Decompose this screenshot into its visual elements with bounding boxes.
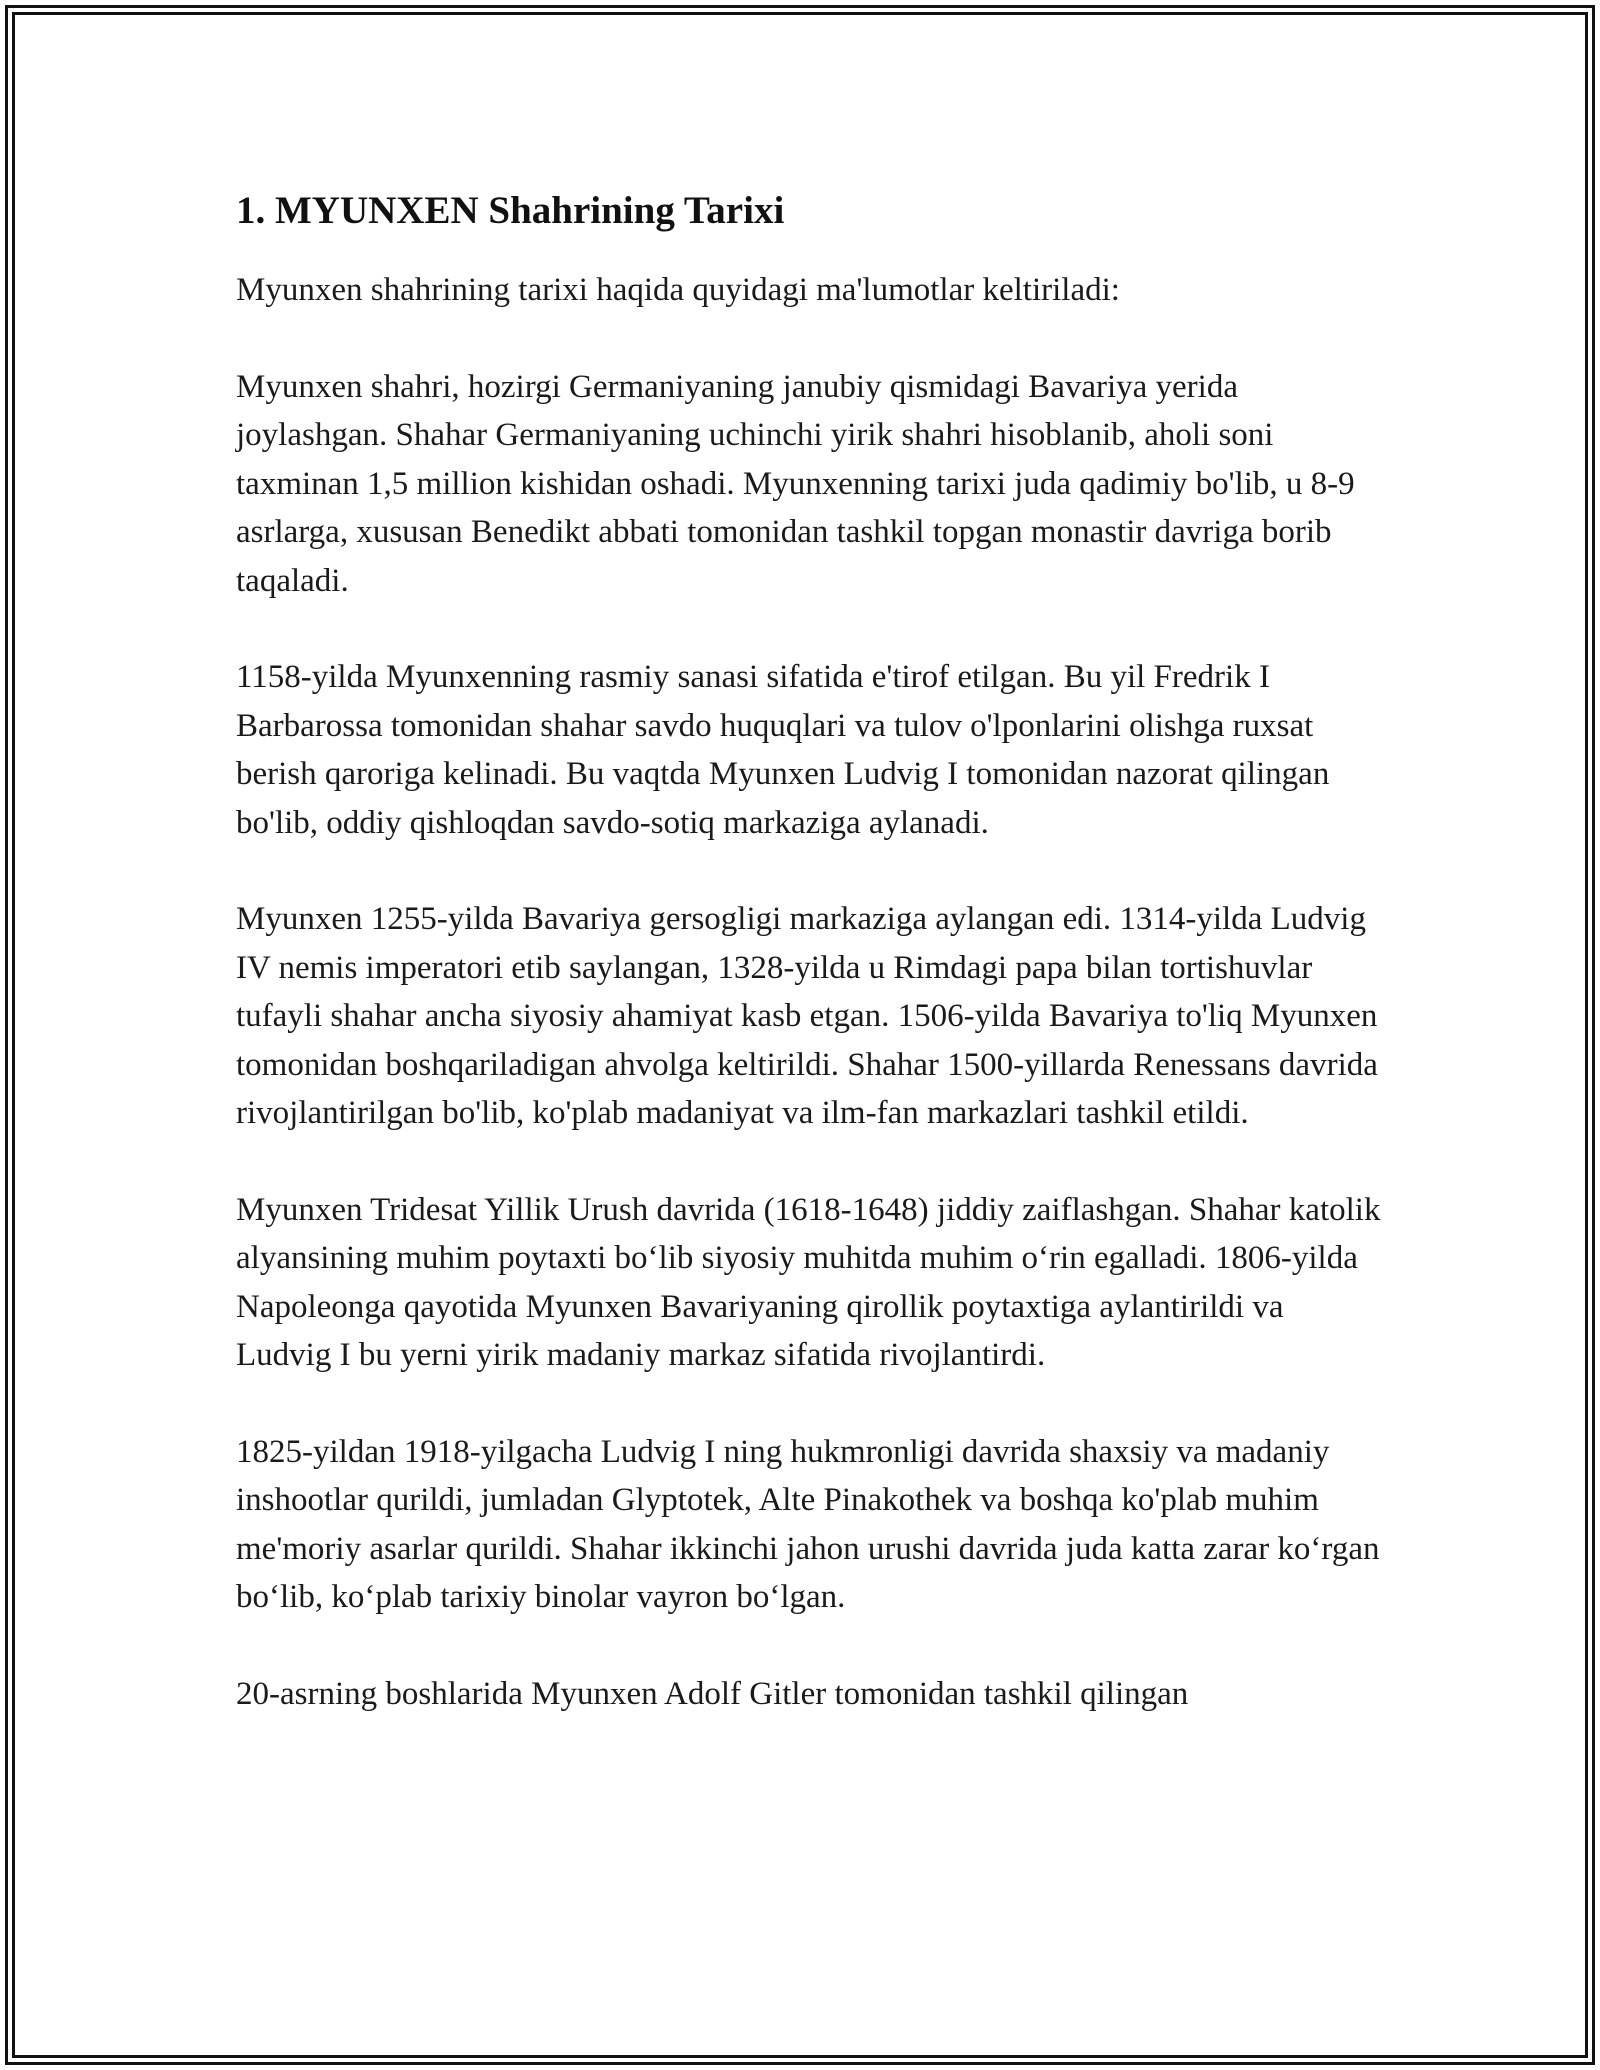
- paragraph-1255: Myunxen 1255-yilda Bavariya gersogligi markaziga aylangan edi. 1314-yilda Ludvig IV nemis imperatori etib saylangan, 1328-yilda u Rimdagi papa bilan tortishuvlar tufayli shahar ancha siyosiy ahamiyat kasb etgan. 1506-yilda Bavariya to'liq Myunxen tomonidan boshqariladigan ahvolga keltirildi. Shahar 1500-yillarda Renessans davrida rivojlantirilgan bo'lib, ko'plab madaniyat va ilm-fan markazlari tashkil etildi.: [236, 901, 1378, 1131]
- paragraph-1158: 1158-yilda Myunxenning rasmiy sanasi sifatida e'tirof etilgan. Bu yil Fredrik I Barbarossa tomonidan shahar savdo huquqlari va tulov o'lponlarini olishga ruxsat berish qaroriga kelinadi. Bu vaqtda Myunxen Ludvig I tomonidan nazorat qilingan bo'lib, oddiy qishloqdan savdo-sotiq markaziga aylanadi.: [236, 659, 1330, 841]
- paragraph-20th-century: 20-asrning boshlarida Myunxen Adolf Gitler tomonidan tashkil qilingan: [236, 1675, 1189, 1712]
- intro-paragraph: Myunxen shahrining tarixi haqida quyidagi ma'lumotlar keltiriladi:: [236, 272, 1120, 308]
- paragraph-location: Myunxen shahri, hozirgi Germaniyaning janubiy qismidagi Bavariya yerida joylashgan. Shahar Germaniyaning uchinchi yirik shahri hisoblanib, aholi soni taxminan 1,5 million kishidan oshadi. Myunxenning tarixi juda qadimiy bo'lib, u 8-9 asrlarga, xususan Benedikt abbati tomonidan tashkil topgan monastir davriga borib taqaladi.: [236, 368, 1355, 599]
- paragraph-1825: 1825-yildan 1918-yilgacha Ludvig I ning hukmronligi davrida shaxsiy va madaniy inshootlar qurildi, jumladan Glyptotek, Alte Pinakothek va boshqa ko'plab muhim me'moriy asarlar qurildi. Shahar ikkinchi jahon urushi davrida juda katta zarar ko‘rgan bo‘lib, ko‘plab tarixiy binolar vayron bo‘lgan.: [236, 1433, 1380, 1615]
- document-body: [236, 186, 1386, 1766]
- paragraph-thirty-years-war: Myunxen Tridesat Yillik Urush davrida (1618-1648) jiddiy zaiflashgan. Shahar katolik alyansining muhim poytaxti bo‘lib siyosiy muhitda muhim o‘rin egalladi. 1806-yilda Napoleonga qayotida Myunxen Bavariyaning qirollik poytaxtiga aylantirildi va Ludvig I bu yerni yirik madaniy markaz sifatida rivojlantirdi.: [236, 1191, 1381, 1373]
- page-title: 1. MYUNXEN Shahrining Tarixi: [236, 189, 785, 232]
